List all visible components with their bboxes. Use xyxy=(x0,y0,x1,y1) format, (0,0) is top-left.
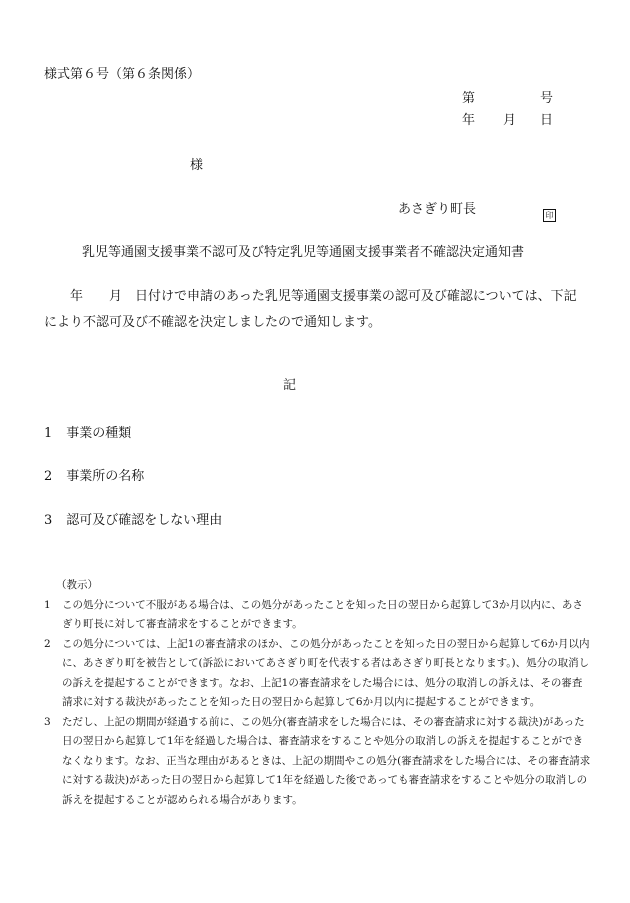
notice-title: （教示） xyxy=(56,579,98,591)
item-2 xyxy=(44,467,144,487)
ref-date-year: 年 xyxy=(70,289,84,304)
date-day: 日 xyxy=(540,113,554,128)
doc-number-prefix: 第 xyxy=(462,91,476,106)
seal-text: 印 xyxy=(543,209,556,222)
form-number: 様式第６号（第６条関係） xyxy=(44,67,201,82)
notice-item-number: 3 xyxy=(44,715,51,728)
document-title: 乳児等通園支援事業不認可及び特定乳児等通園支援事業者不確認決定通知書 xyxy=(82,245,525,260)
item-label: 事業の種類 xyxy=(66,426,132,441)
seal-mark xyxy=(543,203,556,222)
notice-item-number: 1 xyxy=(44,598,51,611)
item-number: 1 xyxy=(44,426,53,441)
notice-item-1 xyxy=(44,596,592,635)
notice-item-text: この処分については、上記1の審査請求のほか、この処分があったことを知った日の翌日から起算して6か月以内に、あさぎり町を被告として(訴訟においてあさぎり町を代表する者はあさぎり町長となります。)、処分の取消しの訴えを提起することができます。なお、上記1の審査請求をした場合には、処分の取消しの訴えは、その審査請求に対する裁決があったことを知った日の翌日から起算して6か月以内に提起することができます。 xyxy=(62,637,590,708)
notice-item-text: ただし、上記の期間が経過する前に、この処分(審査請求をした場合には、その審査請求に対する裁決)があった日の翌日から起算して1年を経過した場合は、審査請求をすることや処分の取消しの訴えを提起することができなくなります。なお、正当な理由があるときは、上記の期間やこの処分(審査請求をした場合には、その審査請求に対する裁決)があった日の翌日から起算して1年を経過した後であっても審査請求をすることや処分の取消しの訴えを提起することが認められる場合があります。 xyxy=(62,715,591,806)
body-paragraph xyxy=(44,284,584,336)
notice-item-2 xyxy=(44,635,592,713)
item-number: 2 xyxy=(44,469,53,484)
notice-item-text: この処分について不服がある場合は、この処分があったことを知った日の翌日から起算して3か月以内に、あさぎり町長に対して審査請求をすることができます。 xyxy=(62,598,583,630)
item-label: 認可及び確認をしない理由 xyxy=(66,513,223,528)
item-number: 3 xyxy=(44,513,53,528)
notice-section xyxy=(44,576,592,810)
item-1 xyxy=(44,424,131,444)
issuer-name: あさぎり町長 xyxy=(398,202,477,217)
date-month: 月 xyxy=(503,113,517,128)
item-label: 事業所の名称 xyxy=(66,469,145,484)
ki-heading: 記 xyxy=(283,378,297,393)
addressee-sama: 様 xyxy=(190,158,204,173)
ref-date-month: 月 xyxy=(109,289,123,304)
item-3 xyxy=(44,511,222,531)
notice-item-3 xyxy=(44,713,592,811)
body-text: 日付けで申請のあった乳児等通園支援事業の認可及び確認については、下記により不認可及び不確認を決定しましたので通知します。 xyxy=(44,289,577,330)
notice-item-number: 2 xyxy=(44,637,51,650)
doc-number-suffix: 号 xyxy=(540,91,554,106)
date-year: 年 xyxy=(462,113,476,128)
